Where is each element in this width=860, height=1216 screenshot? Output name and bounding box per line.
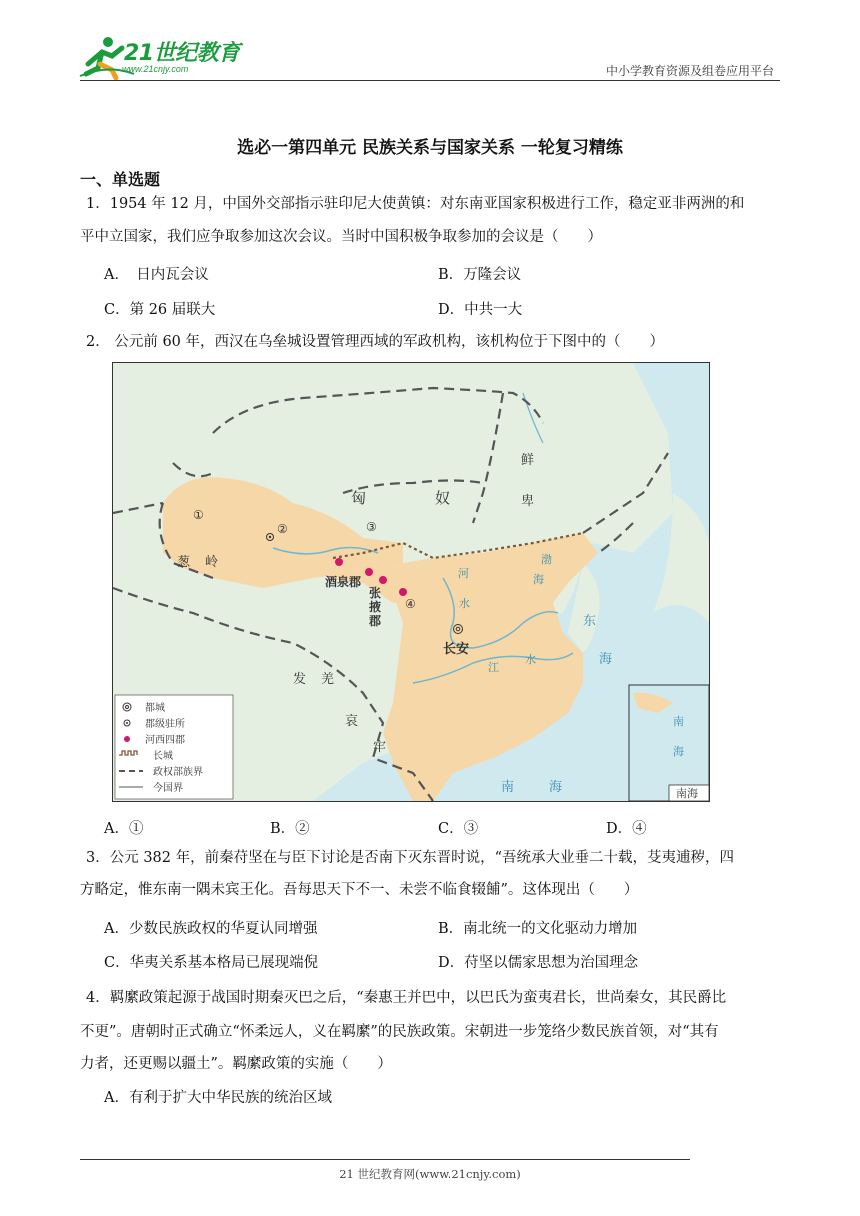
document-title: 选必一第四单元 民族关系与国家关系 一轮复习精练 bbox=[237, 138, 623, 158]
label-fa: 发 bbox=[293, 672, 307, 687]
label-jiang-shui: 水 bbox=[525, 653, 536, 666]
label-zhangye-1: 张 bbox=[369, 586, 382, 600]
footer-divider bbox=[80, 1159, 690, 1160]
label-jiuquan: 酒泉郡 bbox=[325, 575, 362, 589]
q2-option-b[interactable]: B．② bbox=[270, 821, 310, 837]
q3-option-d[interactable]: D．苻坚以儒家思想为治国理念 bbox=[438, 955, 639, 971]
label-nanhai-1: 南 bbox=[501, 780, 515, 795]
q2-option-a[interactable]: A．① bbox=[104, 821, 144, 837]
western-han-map bbox=[112, 362, 710, 802]
legend-wall: 长城 bbox=[153, 751, 173, 762]
q4-stem-line2: 不更”。唐朝时正式确立“怀柔远人，义在羁縻”的民族政策。宋朝进一步笼络少数民族首领，对“其有 bbox=[80, 1024, 719, 1040]
label-inset-nan: 南 bbox=[673, 715, 684, 728]
footer-text: 21 世纪教育网(www.21cnjy.com) bbox=[339, 1167, 521, 1181]
han-region bbox=[373, 533, 598, 801]
marker-1: ① bbox=[193, 508, 204, 522]
marker-3: ③ bbox=[366, 520, 377, 534]
q3-stem-line2: 方略定，惟东南一隅未宾王化。吾每思天下不一、未尝不临食辍餔”。这体现出（ ） bbox=[80, 882, 639, 898]
label-he: 河 bbox=[458, 567, 469, 580]
legend-hexi: 河西四郡 bbox=[145, 735, 185, 746]
label-inset-hai: 海 bbox=[673, 745, 684, 758]
label-congling-1: 葱 bbox=[177, 555, 191, 570]
map-drawing bbox=[113, 363, 709, 801]
q4-stem-line1: 4．羁縻政策起源于战国时期秦灭巴之后，“秦惠王并巴中，以巴氏为蛮夷君长，世尚秦女，其民爵比 bbox=[86, 990, 727, 1006]
label-lao: 牢 bbox=[373, 740, 387, 755]
q3-option-b[interactable]: B．南北统一的文化驱动力增加 bbox=[438, 921, 638, 937]
q2-option-d[interactable]: D．④ bbox=[606, 821, 647, 837]
label-qiang: 羌 bbox=[321, 672, 335, 687]
legend-capital: 都城 bbox=[145, 703, 165, 714]
q2-option-c[interactable]: C．③ bbox=[438, 821, 479, 837]
label-donghai-2: 海 bbox=[599, 652, 613, 667]
label-xianbei-1: 鲜 bbox=[521, 453, 535, 468]
section-heading: 一、单选题 bbox=[80, 170, 161, 189]
label-bohai-2: 海 bbox=[533, 573, 544, 586]
q3-option-c[interactable]: C．华夷关系基本格局已展现端倪 bbox=[104, 955, 319, 971]
label-donghai-1: 东 bbox=[583, 614, 597, 629]
label-he-shui: 水 bbox=[459, 597, 470, 610]
q1-option-a[interactable]: A． 日内瓦会议 bbox=[104, 267, 209, 283]
label-xiongnu-1: 匈 bbox=[351, 489, 367, 507]
q1-stem-line1: 1．1954 年 12 月，中国外交部指示驻印尼大使黄镇：对东南亚国家积极进行工作，稳定亚非两洲的和 bbox=[86, 196, 745, 212]
label-congling-2: 岭 bbox=[205, 555, 219, 570]
q1-option-b[interactable]: B．万隆会议 bbox=[438, 267, 522, 283]
label-changan: 长安 bbox=[443, 642, 470, 657]
q4-stem-line3: 力者，还更赐以疆土”。羁縻政策的实施（ ） bbox=[80, 1056, 392, 1072]
label-zhangye-2: 掖 bbox=[369, 600, 382, 614]
q1-option-d[interactable]: D．中共一大 bbox=[438, 302, 523, 318]
logo-url: www.21cnjy.com bbox=[122, 64, 189, 74]
label-nanhai-2: 海 bbox=[549, 780, 563, 795]
legend-commandery: 郡级驻所 bbox=[145, 719, 185, 730]
q1-stem-line2: 平中立国家，我们应争取参加这次会议。当时中国积极争取参加的会议是（ ） bbox=[80, 229, 602, 245]
q2-stem: 2． 公元前 60 年，西汉在乌垒城设置管理西域的军政机构，该机构位于下图中的（ ） bbox=[86, 334, 664, 350]
legend-border: 政权部族界 bbox=[153, 767, 203, 778]
label-ai: 哀 bbox=[345, 714, 359, 729]
label-jiang: 江 bbox=[488, 661, 499, 674]
q3-option-a[interactable]: A．少数民族政权的华夏认同增强 bbox=[104, 921, 318, 937]
marker-4: ④ bbox=[405, 597, 416, 611]
legend-modern: 今国界 bbox=[153, 783, 183, 794]
marker-2: ② bbox=[277, 522, 288, 536]
q3-stem-line1: 3．公元 382 年，前秦苻坚在与臣下讨论是否南下灭东晋时说，“吾统承大业垂二十载，芟夷逋秽，四 bbox=[86, 850, 735, 866]
platform-tagline: 中小学教育资源及组卷应用平台 bbox=[605, 64, 774, 78]
label-inset-caption: 南海 bbox=[676, 787, 698, 800]
logo-text: 21世纪教育 bbox=[124, 41, 240, 66]
q4-option-a[interactable]: A．有利于扩大中华民族的统治区域 bbox=[104, 1090, 332, 1106]
header-divider bbox=[80, 80, 780, 81]
label-bohai-1: 渤 bbox=[541, 553, 552, 566]
label-xianbei-2: 卑 bbox=[521, 494, 535, 509]
q1-option-c[interactable]: C．第 26 届联大 bbox=[104, 302, 216, 318]
label-xiongnu-2: 奴 bbox=[435, 489, 451, 507]
label-zhangye-3: 郡 bbox=[369, 614, 382, 628]
